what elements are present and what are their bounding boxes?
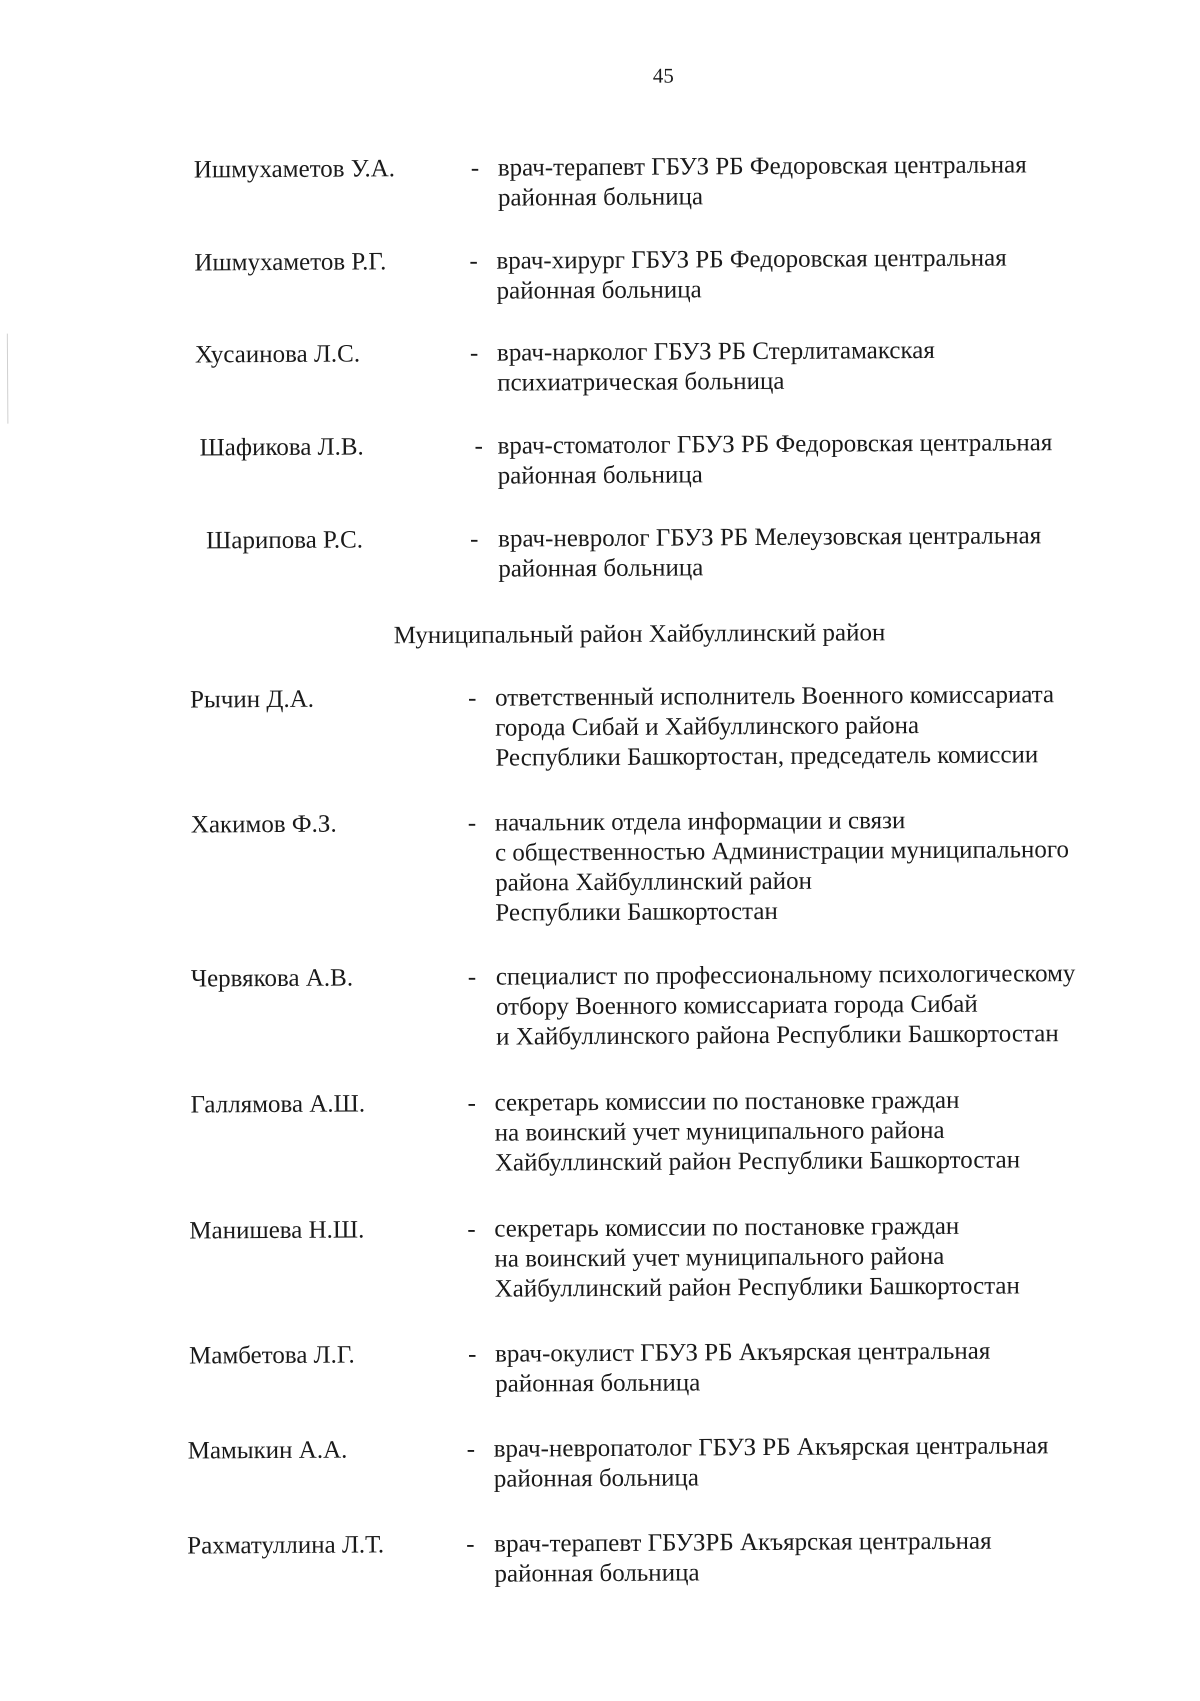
description-line: врач-стоматолог ГБУЗ РБ Федоровская центральная xyxy=(497,429,1053,460)
position-description xyxy=(498,521,1041,584)
dash-separator: - xyxy=(467,1340,477,1368)
dash-separator: - xyxy=(466,1530,475,1558)
description-line: районная больница xyxy=(495,1369,701,1398)
description-line: Республики Башкортостан, председатель комиссии xyxy=(495,741,1039,772)
description-line: районная больница xyxy=(497,461,703,490)
description-line: Хайбуллинский район Республики Башкортостан xyxy=(494,1146,1021,1177)
description-line: районная больница xyxy=(494,1559,700,1588)
description-line: специалист по профессиональному психологическому xyxy=(495,960,1076,991)
section-heading: Муниципальный район Хайбуллинский район xyxy=(393,619,886,650)
position-description xyxy=(495,1337,991,1400)
description-line: секретарь комиссии по постановке граждан xyxy=(494,1086,960,1117)
person-name: Мамбетова Л.Г. xyxy=(189,1341,355,1370)
dash-separator: - xyxy=(474,432,483,460)
description-line: и Хайбуллинского района Республики Башкортостан xyxy=(496,1020,1059,1051)
position-description xyxy=(497,336,935,399)
position-description xyxy=(494,1527,992,1590)
description-line: районная больница xyxy=(496,276,702,305)
description-line: города Сибай и Хайбуллинского района xyxy=(495,712,920,742)
description-line: Республики Башкортостан xyxy=(495,897,778,927)
description-line: секретарь комиссии по постановке граждан xyxy=(494,1212,960,1243)
person-name: Манишева Н.Ш. xyxy=(189,1216,365,1245)
description-line: врач-невролог ГБУЗ РБ Мелеузовская центральная xyxy=(498,522,1042,553)
position-description xyxy=(497,428,1052,491)
dash-separator: - xyxy=(466,1435,476,1463)
dash-separator: - xyxy=(470,154,480,182)
person-name: Рахматуллина Л.Т. xyxy=(187,1531,385,1560)
description-line: врач-нарколог ГБУЗ РБ Стерлитамакская xyxy=(496,336,935,367)
person-name: Галлямова А.Ш. xyxy=(190,1090,366,1119)
person-name: Шафикова Л.В. xyxy=(199,433,364,462)
dash-separator: - xyxy=(467,1089,476,1117)
description-line: ответственный исполнитель Военного комиссариата xyxy=(494,681,1055,712)
person-name: Шарипова Р.С. xyxy=(206,526,364,555)
description-line: отбору Военного комиссариата города Сибай xyxy=(495,990,978,1021)
person-name: Рычин Д.А. xyxy=(189,685,315,714)
page-number: 45 xyxy=(652,63,674,88)
position-description xyxy=(498,150,1027,213)
description-line: врач-невропатолог ГБУЗ РБ Акъярская центральная xyxy=(493,1432,1049,1463)
description-line: начальник отдела информации и связи xyxy=(494,807,906,837)
description-line: района Хайбуллинский район xyxy=(495,867,812,897)
position-description xyxy=(494,1085,1020,1178)
description-line: районная больница xyxy=(493,1464,699,1493)
description-line: на воинский учет муниципального района xyxy=(494,1242,945,1273)
description-line: врач-окулист ГБУЗ РБ Акъярская центральная xyxy=(494,1337,991,1368)
dash-separator: - xyxy=(469,339,479,367)
position-description xyxy=(496,244,1007,307)
description-line: Хайбуллинский район Республики Башкортостан xyxy=(494,1272,1020,1303)
position-description xyxy=(494,1211,1020,1304)
person-name: Ишмухаметов Р.Г. xyxy=(194,248,387,277)
description-line: районная больница xyxy=(497,183,704,212)
person-name: Хакимов Ф.З. xyxy=(190,810,337,839)
dash-separator: - xyxy=(467,809,477,837)
description-line: врач-терапевт ГБУЗРБ Акъярская центральная xyxy=(494,1527,992,1558)
person-name: Червякова А.В. xyxy=(190,964,354,993)
position-description xyxy=(494,1431,1049,1494)
person-name: Мамыкин А.А. xyxy=(187,1436,348,1465)
description-line: районная больница xyxy=(498,554,704,583)
dash-separator: - xyxy=(467,684,477,712)
description-line: психиатрическая больница xyxy=(497,367,785,397)
position-description xyxy=(495,805,1070,929)
description-line: с общественностью Администрации муниципального xyxy=(494,836,1070,867)
dash-separator: - xyxy=(467,1215,476,1243)
description-line: врач-терапевт ГБУЗ РБ Федоровская центральная xyxy=(497,151,1027,182)
scan-artifact xyxy=(7,334,9,424)
position-description xyxy=(496,959,1076,1053)
description-line: врач-хирург ГБУЗ РБ Федоровская центральная xyxy=(496,244,1007,275)
dash-separator: - xyxy=(470,525,479,553)
person-name: Ишмухаметов У.А. xyxy=(193,155,396,184)
description-line: на воинский учет муниципального района xyxy=(494,1116,945,1147)
dash-separator: - xyxy=(469,247,478,275)
position-description xyxy=(495,680,1055,773)
dash-separator: - xyxy=(467,963,477,991)
person-name: Хусаинова Л.С. xyxy=(194,340,361,369)
